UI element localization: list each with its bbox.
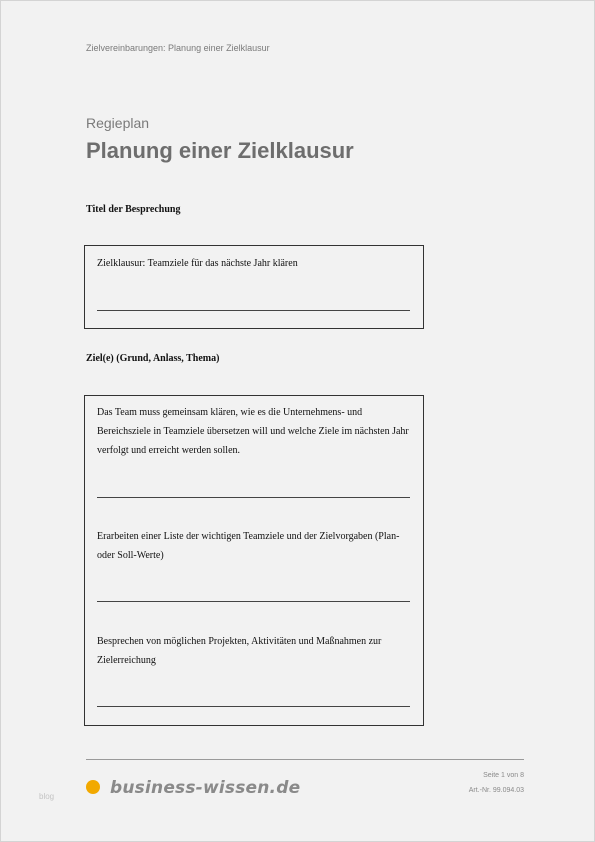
fill-line [97, 497, 410, 498]
section-label-goals: Ziel(e) (Grund, Anlass, Thema) [86, 353, 220, 364]
article-number: Art.-Nr. 99.094.03 [468, 787, 524, 794]
logo-text: business-wissen.de [110, 778, 301, 798]
fill-line [97, 310, 410, 311]
meeting-title-text: Zielklausur: Teamziele für das nächste Jahr klären [97, 258, 298, 269]
fill-line [97, 601, 410, 602]
page-info: Seite 1 von 8 [483, 772, 524, 779]
goal-item-2-text: Erarbeiten einer Liste der wichtigen Teamziele und der Zielvorgaben (Plan- oder Soll-Werte) [97, 531, 400, 561]
fill-line [97, 706, 410, 707]
goal-item-1-text: Das Team muss gemeinsam klären, wie es die Unternehmens- und Bereichsziele in Teamziele übersetzen will und welche Ziele im nächsten Jahr verfolgt und erreicht werden sollen. [97, 407, 409, 456]
goals-box [84, 395, 424, 726]
meeting-title-box [84, 245, 424, 329]
section-label-meeting-title: Titel der Besprechung [86, 204, 181, 215]
watermark-text: blog [39, 792, 55, 801]
document-title: Planung einer Zielklausur [86, 138, 354, 163]
goal-item-3-text: Besprechen von möglichen Projekten, Aktivitäten und Maßnahmen zur Zielerreichung [97, 636, 382, 666]
running-header: Zielvereinbarungen: Planung einer Zielklausur [86, 43, 270, 53]
logo-dot-icon [86, 780, 100, 794]
footer-rule [86, 759, 524, 760]
document-kicker: Regieplan [86, 115, 150, 131]
